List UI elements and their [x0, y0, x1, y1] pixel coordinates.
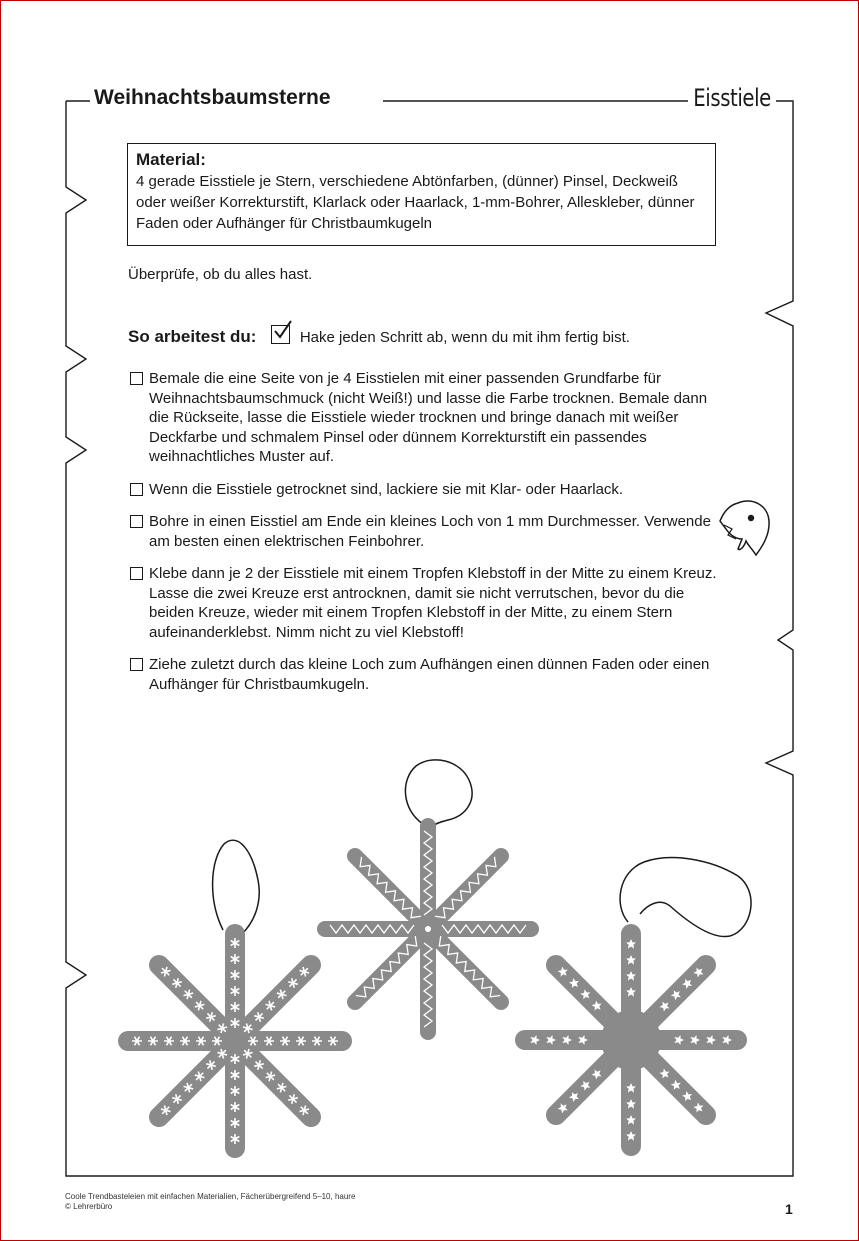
step-text: Ziehe zuletzt durch das kleine Loch zum Aufhängen einen dünnen Faden oder einen Aufhänger für Christbaumkugeln. [149, 656, 710, 693]
category-label: Eisstiele [690, 84, 774, 112]
check-instruction: Überprüfe, ob du alles hast. [128, 266, 313, 283]
footer [65, 1192, 355, 1212]
howto-instruction: Hake jeden Schritt ab, wenn du mit ihm fertig bist. [299, 329, 630, 346]
snowflake-star-ornament [128, 840, 342, 1148]
step-text: Bemale die eine Seite von je 4 Eisstielen mit einer passenden Grundfarbe für Weihnachtsbaumschmuck (nicht Weiß!) und lasse die Farbe trocknen. Bemale dann die Rückseite, lasse die Eisstiele wieder trocknen und bringe danach mit weißer Deckfarbe und schmalem Pinsel oder dünnem Korrekturstift ein passendes weihnachtliches Muster auf. [149, 370, 708, 465]
footer-source: Coole Trendbasteleien mit einfachen Materialien, Fächerübergreifend 5–10, haure [65, 1192, 356, 1201]
material-text: 4 gerade Eisstiele je Stern, verschiedene Abtönfarben, (dünner) Pinsel, Deckweiß oder weißer Korrekturstift, Klarlack oder Haarlack, 1-mm-Bohrer, Alleskleber, dünner Faden oder Aufhänger für Christbaumkugeln [136, 173, 695, 232]
step-text: Wenn die Eisstiele getrocknet sind, lackiere sie mit Klar- oder Haarlack. [149, 480, 624, 498]
material-heading: Material: [136, 150, 206, 169]
howto-label: So arbeitest du: [128, 327, 257, 346]
step-text: Bohre in einen Eisstiel am Ende ein kleines Loch von 1 mm Durchmesser. Verwende am besten einen elektrischen Feinbohrer. [149, 513, 711, 550]
footer-copyright: © Lehrerbüro [65, 1202, 113, 1211]
step-text: Klebe dann je 2 der Eisstiele mit einem Tropfen Klebstoff in der Mitte zu einem Kreuz. Lasse die zwei Kreuze erst antrocknen, damit sie nicht verrutschen, bevor du die beiden Kreuze, wieder mit einem Tropfen Klebstoff in der Mitte, zu einem Stern aufeinanderklebst. Nimm nicht zu viel Klebstoff! [149, 565, 717, 641]
zigzag-star-ornament [325, 760, 531, 1032]
page-title: Weihnachtsbaumsterne [92, 86, 337, 110]
page-number: 1 [785, 1201, 793, 1217]
flower-star-ornament [525, 858, 751, 1146]
